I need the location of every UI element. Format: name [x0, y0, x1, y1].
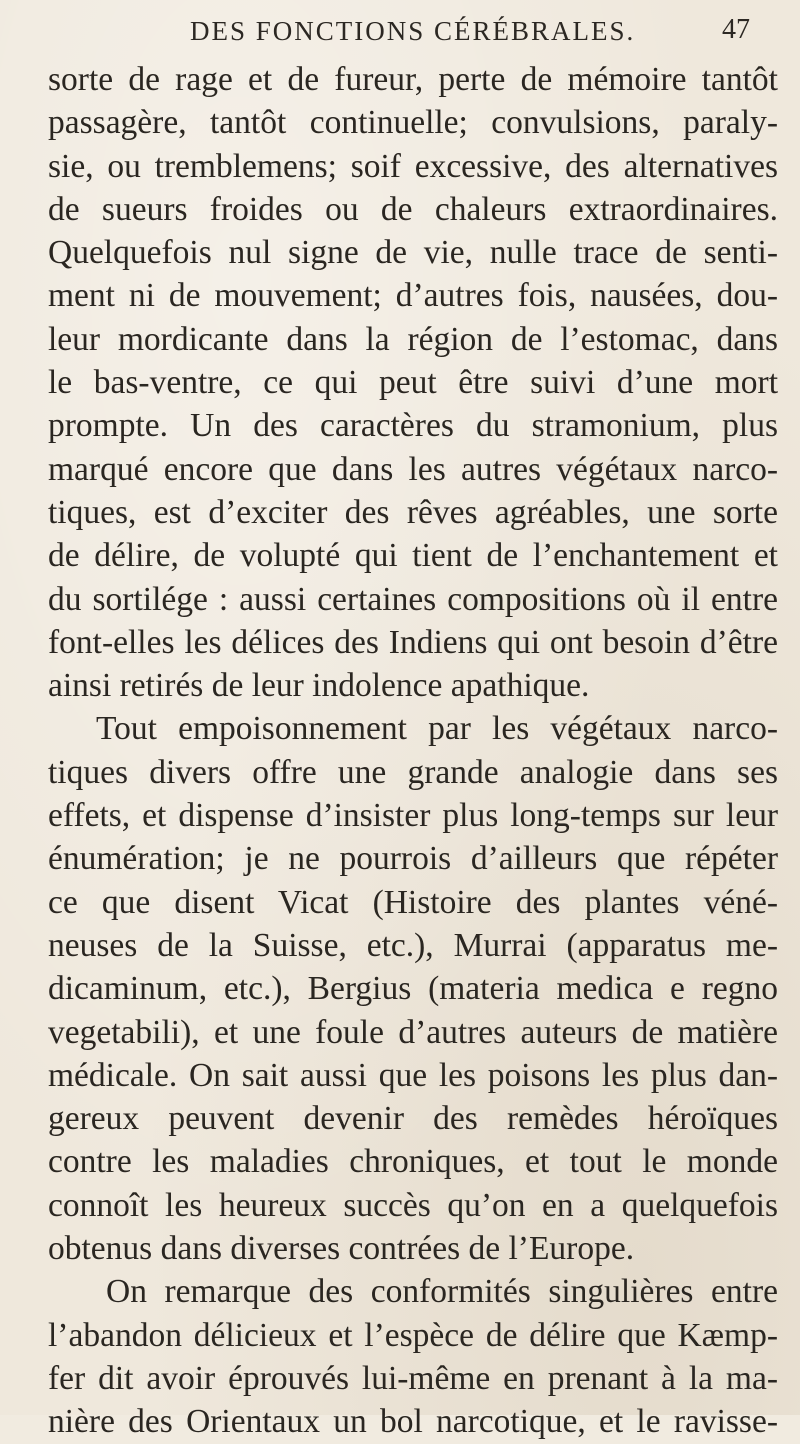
- text-line: prompte. Un des caractères du stramonium, plus: [48, 407, 778, 445]
- text-line: énumération; je ne pourrois d’ailleurs que répéter: [48, 840, 778, 878]
- text-line: marqué encore que dans les autres végétaux narco-: [48, 450, 778, 488]
- text-line: passagère, tantôt continuelle; convulsions, paraly-: [48, 104, 778, 142]
- running-title: DES FONCTIONS CÉRÉBRALES.: [190, 16, 636, 46]
- text-line: On remarque des conformités singulières entre: [106, 1273, 778, 1311]
- text-line: ainsi retirés de leur indolence apathique.: [48, 667, 590, 705]
- text-line: le bas-ventre, ce qui peut être suivi d’une mort: [48, 364, 778, 402]
- text-line: ce que disent Vicat (Histoire des plantes véné-: [48, 883, 778, 921]
- text-line: médicale. On sait aussi que les poisons les plus dan-: [48, 1056, 778, 1094]
- text-line: Quelquefois nul signe de vie, nulle trace de senti-: [48, 234, 778, 272]
- text-line: vegetabili), et une foule d’autres auteurs de matière: [48, 1013, 778, 1051]
- running-head: [0, 8, 800, 48]
- text-line: neuses de la Suisse, etc.), Murrai (apparatus me-: [48, 926, 778, 964]
- text-line: fer dit avoir éprouvés lui-même en prenant à la ma-: [48, 1359, 778, 1397]
- text-line: contre les maladies chroniques, et tout le monde: [48, 1143, 778, 1181]
- text-line: gereux peuvent devenir des remèdes héroïques: [48, 1100, 778, 1138]
- text-line: sie, ou tremblemens; soif excessive, des alternatives: [48, 147, 778, 185]
- text-line: leur mordicante dans la région de l’estomac, dans: [48, 320, 778, 358]
- text-line: de délire, de volupté qui tient de l’enchantement et: [48, 537, 778, 575]
- text-line: dicaminum, etc.), Bergius (materia medica e regno: [48, 970, 778, 1008]
- text-line: de sueurs froides ou de chaleurs extraordinaires.: [48, 190, 778, 228]
- text-line: tiques divers offre une grande analogie dans ses: [48, 753, 778, 791]
- text-line: ment ni de mouvement; d’autres fois, nausées, dou-: [48, 277, 778, 315]
- text-line: sorte de rage et de fureur, perte de mémoire tantôt: [48, 61, 778, 98]
- text-line: effets, et dispense d’insister plus long-temps sur leur: [48, 797, 778, 835]
- text-line: font-elles les délices des Indiens qui ont besoin d’être: [48, 623, 778, 661]
- body-text: [48, 58, 778, 1444]
- text-line: l’abandon délicieux et l’espèce de délire que Kæmp-: [48, 1316, 778, 1354]
- text-line: tiques, est d’exciter des rêves agréables, une sorte: [48, 493, 778, 531]
- text-line: obtenus dans diverses contrées de l’Europe.: [48, 1230, 635, 1268]
- text-line: nière des Orientaux un bol narcotique, et le ravisse-: [48, 1403, 778, 1441]
- text-line: du sortilége : aussi certaines compositions où il entre: [48, 580, 778, 618]
- text-line: connoît les heureux succès qu’on en a quelquefois: [48, 1186, 778, 1224]
- text-line: Tout empoisonnement par les végétaux narco-: [96, 710, 778, 748]
- page-number: 47: [722, 14, 750, 45]
